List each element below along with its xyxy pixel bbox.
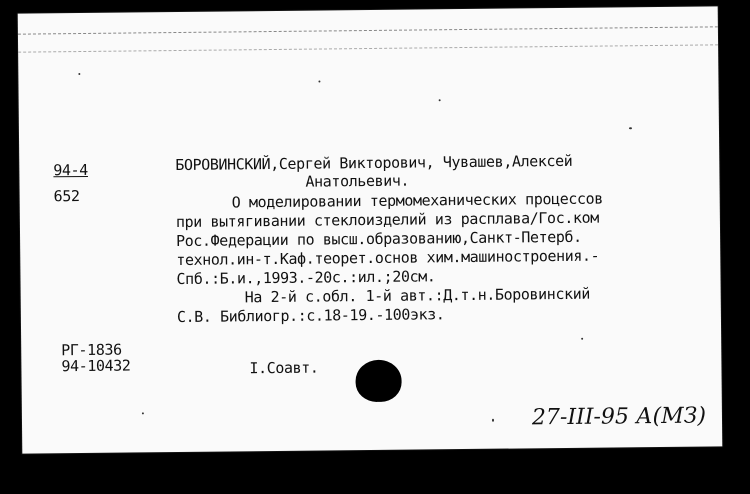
shelf-mark-bottom: 652 (53, 187, 80, 206)
scan-speck (492, 419, 494, 422)
scan-speck (78, 73, 80, 75)
registration-number-1: РГ-1836 (61, 340, 122, 360)
note-line-2: С.В. Библиогр.:с.18-19.-100экз. (176, 305, 445, 327)
scan-speck (581, 338, 583, 340)
tracing-entry: I.Соавт. (249, 358, 319, 378)
note-line-1: На 2-й с.обл. 1-й авт.:Д.т.н.Боровинский (244, 284, 591, 307)
author-heading-cont: Анатольевич. (305, 171, 410, 191)
scan-speck (142, 412, 144, 414)
handwritten-date: 27-III-95 А(МЗ) (531, 403, 707, 431)
imprint-line: Спб.:Б.и.,1993.-20с.:ил.;20см. (176, 267, 436, 289)
author-heading: БОРОВИНСКИЙ,Сергей Викторович, Чувашев,Алексей (175, 151, 573, 175)
scan-speck (318, 81, 320, 83)
ruled-line (18, 44, 718, 52)
scan-speck (439, 99, 441, 101)
catalog-card (18, 6, 723, 453)
ruled-line (18, 26, 718, 34)
scan-speck (629, 127, 632, 129)
shelf-mark-top: 94-4 (53, 160, 88, 180)
registration-number-2: 94-10432 (61, 356, 131, 376)
title-line-2: при вытягивании стеклоизделий из расплава/Гос.ком (175, 208, 599, 232)
title-line-4: технол.ин-т.Каф.теорет.основ хим.машиностроения.- (176, 246, 600, 270)
title-line-3: Рос.Федерации по высш.образованию,Санкт-Петерб. (176, 227, 582, 251)
title-line-1: О моделировании термомеханических процессов (231, 189, 603, 212)
punch-hole (355, 360, 401, 402)
